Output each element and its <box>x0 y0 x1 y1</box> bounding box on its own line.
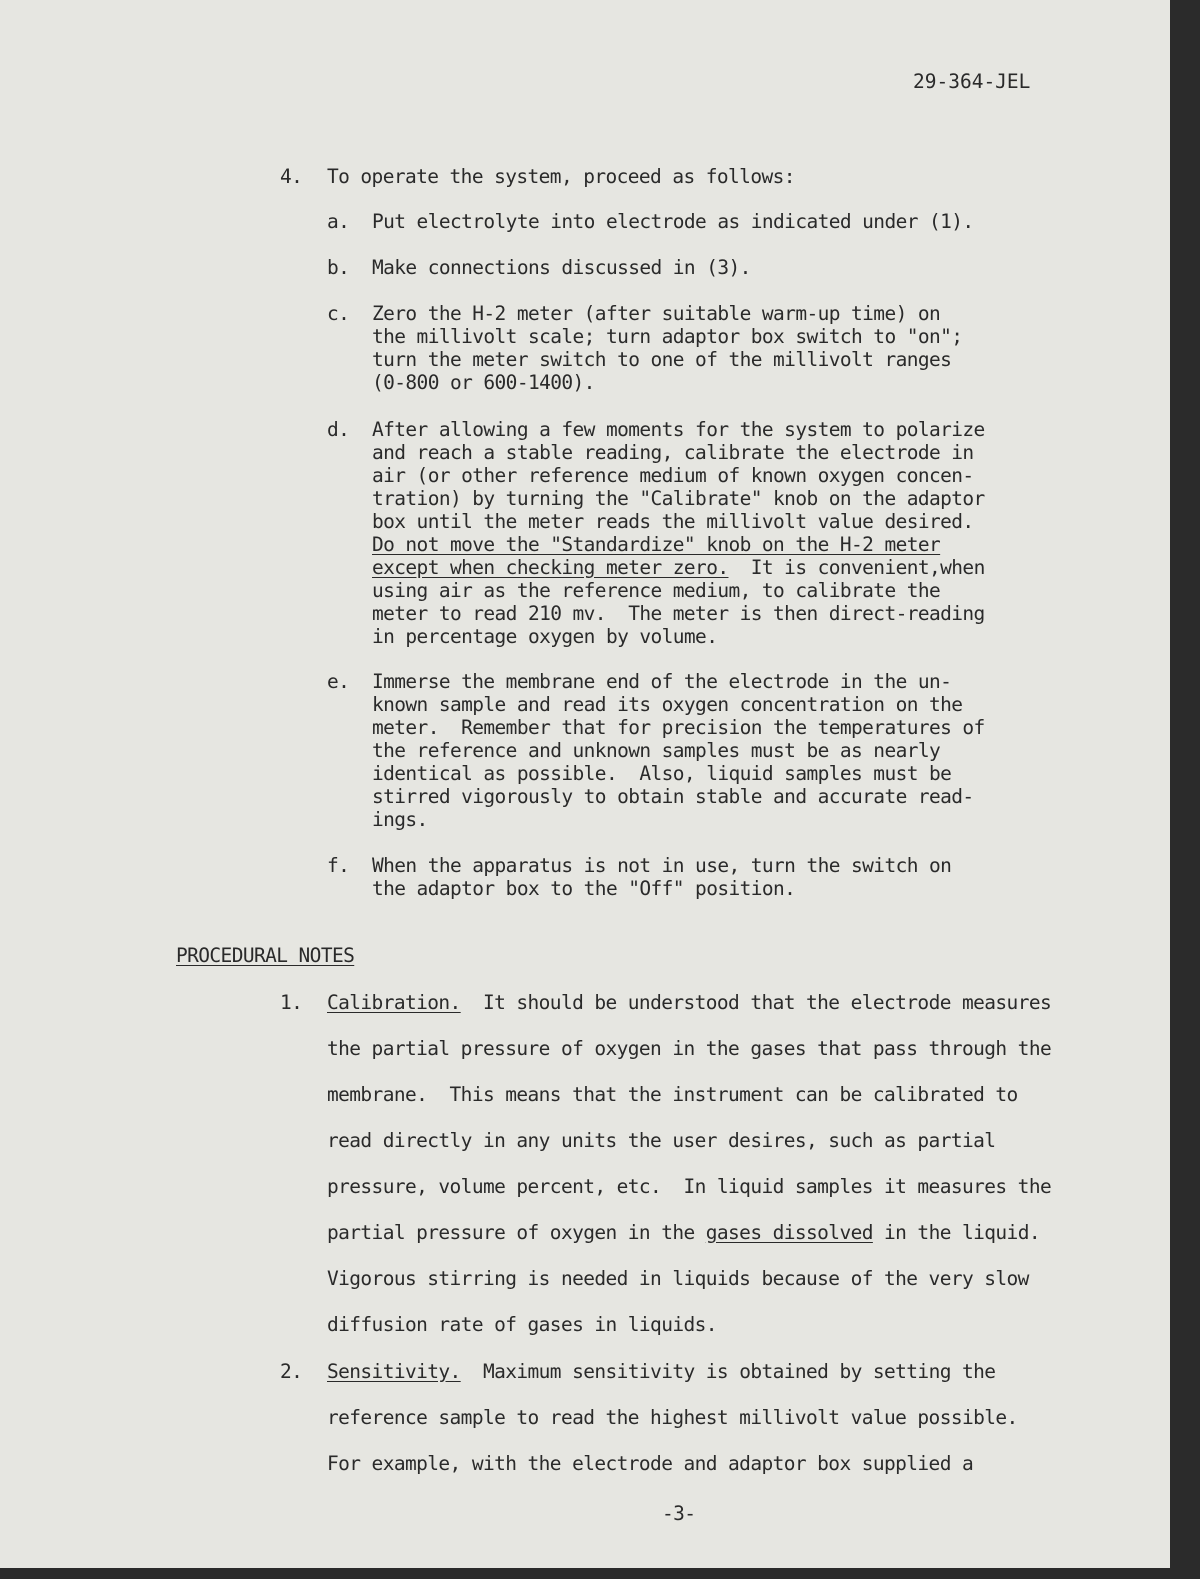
item-e-line: Immerse the membrane end of the electrode in the un- <box>372 670 952 693</box>
item-e-line: stirred vigorously to obtain stable and accurate read- <box>372 785 974 808</box>
item-d-mixed-line <box>372 556 985 579</box>
note-text: Maximum sensitivity is obtained by setting the <box>460 1360 996 1383</box>
item-e-line: ings. <box>372 808 428 831</box>
item-e-line: identical as possible. Also, liquid samples must be <box>372 762 952 785</box>
item-label-c: c. <box>327 302 350 325</box>
note-title: Sensitivity. <box>327 1360 461 1383</box>
item-label-a: a. <box>327 210 350 233</box>
item-d-line-rest: It is convenient,when <box>728 556 985 579</box>
note-1-line: pressure, volume percent, etc. In liquid samples it measures the <box>327 1175 1052 1198</box>
item-c-line: Zero the H-2 meter (after suitable warm-up time) on <box>372 302 941 325</box>
item-c-line: turn the meter switch to one of the millivolt ranges <box>372 348 952 371</box>
page-number: -3- <box>662 1502 696 1525</box>
note-1-first-line <box>327 991 1051 1014</box>
item-c-line: the millivolt scale; turn adaptor box switch to "on"; <box>372 325 963 348</box>
item-label-b: b. <box>327 256 350 279</box>
item-e-line: known sample and read its oxygen concentration on the <box>372 693 963 716</box>
item-a-line: Put electrolyte into electrode as indicated under (1). <box>372 210 974 233</box>
note-1-line: membrane. This means that the instrument can be calibrated to <box>327 1083 1018 1106</box>
item-label-e: e. <box>327 670 350 693</box>
section-heading: PROCEDURAL NOTES <box>176 944 355 967</box>
note-1-line: read directly in any units the user desires, such as partial <box>327 1129 996 1152</box>
note-1-line: the partial pressure of oxygen in the gases that pass through the <box>327 1037 1052 1060</box>
item-label-d: d. <box>327 418 350 441</box>
document-reference: 29-364-JEL <box>913 70 1031 93</box>
item-d-underlined-warning-end: except when checking meter zero. <box>372 556 729 579</box>
note-2-line: For example, with the electrode and adaptor box supplied a <box>327 1452 974 1475</box>
note-text: partial pressure of oxygen in the <box>327 1221 706 1244</box>
item-d-line: box until the meter reads the millivolt value desired. <box>372 510 974 533</box>
item-f-line: When the apparatus is not in use, turn the switch on <box>372 854 952 877</box>
note-1-line: diffusion rate of gases in liquids. <box>327 1313 717 1336</box>
item-d-line: air (or other reference medium of known oxygen concen- <box>372 464 974 487</box>
item-d-underlined-warning: Do not move the "Standardize" knob on the H-2 meter <box>372 533 941 556</box>
item-b-line: Make connections discussed in (3). <box>372 256 751 279</box>
item-c-line: (0-800 or 600-1400). <box>372 371 595 394</box>
item-d-line: in percentage oxygen by volume. <box>372 625 718 648</box>
item-e-line: meter. Remember that for precision the temperatures of <box>372 716 985 739</box>
note-text: in the liquid. <box>872 1221 1040 1244</box>
note-number: 1. <box>280 991 303 1014</box>
item-d-line: and reach a stable reading, calibrate the electrode in <box>372 441 974 464</box>
note-1-mixed-line <box>327 1221 1040 1244</box>
item-f-line: the adaptor box to the "Off" position. <box>372 877 796 900</box>
item-label-f: f. <box>327 854 350 877</box>
item-e-line: the reference and unknown samples must be as nearly <box>372 739 941 762</box>
item-d-line: After allowing a few moments for the system to polarize <box>372 418 985 441</box>
note-number: 2. <box>280 1360 303 1383</box>
step-intro: To operate the system, proceed as follows: <box>327 165 795 188</box>
note-title: Calibration. <box>327 991 461 1014</box>
item-d-line: meter to read 210 mv. The meter is then direct-reading <box>372 602 985 625</box>
note-2-first-line <box>327 1360 995 1383</box>
item-d-line: tration) by turning the "Calibrate" knob on the adaptor <box>372 487 985 510</box>
item-d-line: using air as the reference medium, to calibrate the <box>372 579 941 602</box>
note-2-line: reference sample to read the highest millivolt value possible. <box>327 1406 1018 1429</box>
step-number: 4. <box>280 165 303 188</box>
note-1-line: Vigorous stirring is needed in liquids because of the very slow <box>327 1267 1029 1290</box>
note-text: It should be understood that the electrode measures <box>460 991 1052 1014</box>
note-emphasis: gases dissolved <box>705 1221 873 1244</box>
